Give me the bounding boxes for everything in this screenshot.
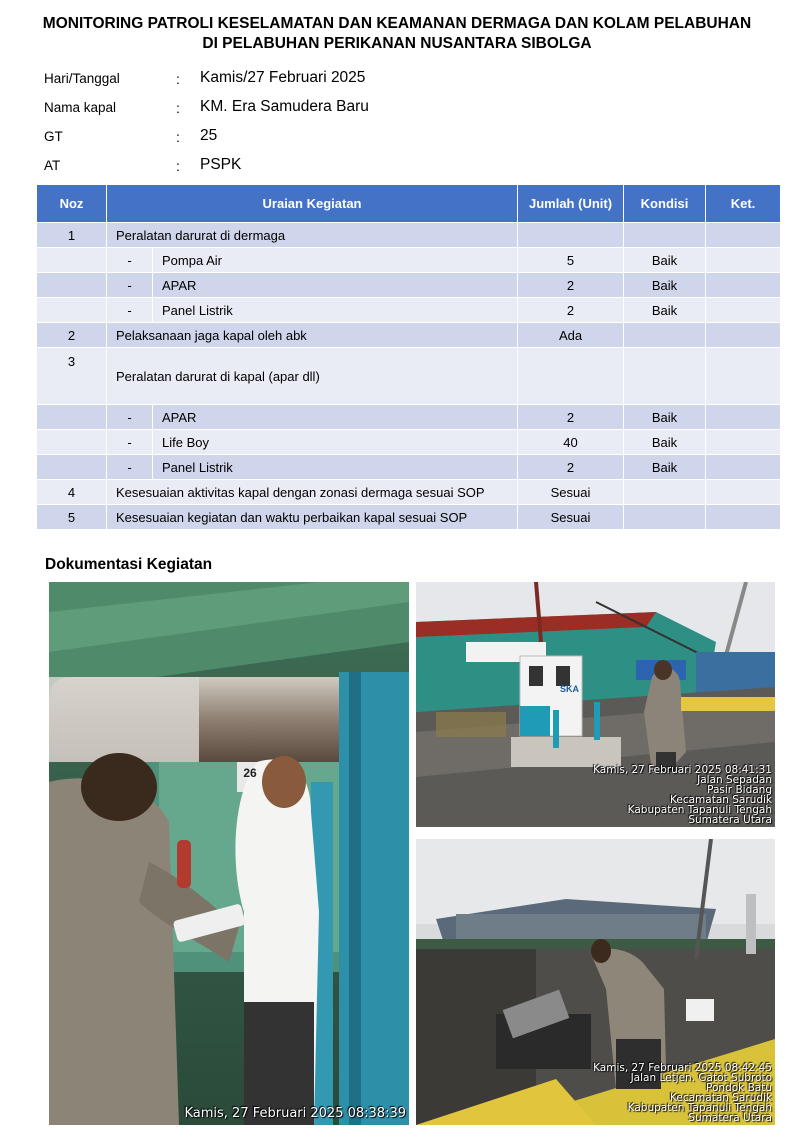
cell-no xyxy=(37,405,107,430)
info-value: PSPK xyxy=(200,156,242,173)
cell-ket xyxy=(706,348,781,405)
cell-qty: 5 xyxy=(518,248,624,273)
cell-ket xyxy=(706,323,781,348)
cell-ket xyxy=(706,455,781,480)
activity-table xyxy=(36,184,781,530)
cell-qty: 2 xyxy=(518,455,624,480)
cell-no: 5 xyxy=(37,505,107,530)
photo-timestamp xyxy=(593,1063,772,1123)
info-value: Kamis/27 Februari 2025 xyxy=(200,69,366,86)
header-no: Noz xyxy=(37,185,107,223)
cell-ket xyxy=(706,248,781,273)
table-row xyxy=(37,323,781,348)
cell-cond xyxy=(624,323,706,348)
photo-timestamp xyxy=(593,765,772,825)
info-colon: : xyxy=(176,100,180,116)
info-colon: : xyxy=(176,158,180,174)
cell-uraian: Pelaksanaan jaga kapal oleh abk xyxy=(107,323,518,348)
info-value: 25 xyxy=(200,127,218,144)
section-title: Dokumentasi Kegiatan xyxy=(45,556,213,573)
cell-ket xyxy=(706,405,781,430)
cell-qty: Ada xyxy=(518,323,624,348)
cell-uraian: Peralatan darurat di kapal (apar dll) xyxy=(107,348,518,405)
cell-uraian: Panel Listrik xyxy=(153,298,518,323)
cell-cond: Baik xyxy=(624,248,706,273)
cell-qty: 2 xyxy=(518,405,624,430)
cell-no: 3 xyxy=(37,348,107,405)
cell-no xyxy=(37,455,107,480)
cell-qty xyxy=(518,348,624,405)
stamp-line: Jalan Sepadan xyxy=(697,774,772,786)
photo-timestamp xyxy=(184,1107,406,1121)
photo-harbor-panel xyxy=(416,839,775,1125)
panel-label: SKA xyxy=(560,684,580,694)
title-line-1: MONITORING PATROLI KESELAMATAN DAN KEAMANAN DERMAGA DAN KOLAM PELABUHAN xyxy=(42,15,752,32)
cell-dash: - xyxy=(107,405,153,430)
cell-qty: 2 xyxy=(518,273,624,298)
table-row xyxy=(37,248,781,273)
stamp-line: Kamis, 27 Februari 2025 08:42:45 xyxy=(593,1062,772,1074)
table-row xyxy=(37,405,781,430)
door-number-tag: 26 xyxy=(243,766,257,780)
cell-qty: 2 xyxy=(518,298,624,323)
cell-no: 2 xyxy=(37,323,107,348)
header-jumlah: Jumlah (Unit) xyxy=(518,185,624,223)
info-value: KM. Era Samudera Baru xyxy=(200,98,369,115)
cell-cond: Baik xyxy=(624,455,706,480)
cell-dash: - xyxy=(107,273,153,298)
stamp-line: Kecamatan Sarudik xyxy=(670,1092,772,1104)
cell-cond xyxy=(624,505,706,530)
photo-ship-interior-image xyxy=(49,582,409,1125)
table-row xyxy=(37,430,781,455)
photo-dock-pump xyxy=(416,582,775,827)
info-label: GT xyxy=(44,129,63,144)
cell-cond: Baik xyxy=(624,405,706,430)
table-header-row xyxy=(37,185,781,223)
stamp-line: Pondok Batu xyxy=(706,1082,772,1094)
info-colon: : xyxy=(176,71,180,87)
stamp-line: Kecamatan Sarudik xyxy=(670,794,772,806)
stamp-line: Kabupaten Tapanuli Tengah xyxy=(627,1102,772,1114)
cell-cond: Baik xyxy=(624,298,706,323)
document-title xyxy=(0,14,794,54)
cell-uraian: Life Boy xyxy=(153,430,518,455)
cell-uraian: Pompa Air xyxy=(153,248,518,273)
cell-ket xyxy=(706,223,781,248)
table-row xyxy=(37,223,781,248)
cell-no xyxy=(37,248,107,273)
cell-qty: Sesuai xyxy=(518,505,624,530)
photo-ship-interior xyxy=(49,582,409,1125)
table-row xyxy=(37,480,781,505)
stamp-line: Jalan Letjen. Gatot Subroto xyxy=(630,1072,772,1084)
cell-qty xyxy=(518,223,624,248)
cell-ket xyxy=(706,273,781,298)
cell-cond: Baik xyxy=(624,430,706,455)
cell-uraian: APAR xyxy=(153,405,518,430)
stamp-line: Kamis, 27 Februari 2025 08:38:39 xyxy=(184,1106,406,1121)
cell-cond: Baik xyxy=(624,273,706,298)
stamp-line: Sumatera Utara xyxy=(688,1112,772,1124)
cell-no xyxy=(37,298,107,323)
info-label: Hari/Tanggal xyxy=(44,71,120,86)
cell-dash: - xyxy=(107,248,153,273)
cell-ket xyxy=(706,298,781,323)
cell-uraian: Kesesuaian aktivitas kapal dengan zonasi dermaga sesuai SOP xyxy=(107,480,518,505)
table-row xyxy=(37,273,781,298)
cell-cond xyxy=(624,223,706,248)
cell-qty: Sesuai xyxy=(518,480,624,505)
cell-dash: - xyxy=(107,455,153,480)
table-row xyxy=(37,455,781,480)
cell-qty: 40 xyxy=(518,430,624,455)
cell-uraian: APAR xyxy=(153,273,518,298)
cell-ket xyxy=(706,430,781,455)
cell-uraian: Peralatan darurat di dermaga xyxy=(107,223,518,248)
cell-cond xyxy=(624,348,706,405)
stamp-line: Sumatera Utara xyxy=(688,814,772,826)
info-colon: : xyxy=(176,129,180,145)
cell-no: 1 xyxy=(37,223,107,248)
cell-cond xyxy=(624,480,706,505)
table-row xyxy=(37,348,781,405)
cell-no: 4 xyxy=(37,480,107,505)
cell-no xyxy=(37,430,107,455)
cell-ket xyxy=(706,505,781,530)
cell-uraian: Kesesuaian kegiatan dan waktu perbaikan kapal sesuai SOP xyxy=(107,505,518,530)
cell-uraian: Panel Listrik xyxy=(153,455,518,480)
cell-ket xyxy=(706,480,781,505)
stamp-line: Pasir Bidang xyxy=(707,784,772,796)
cell-dash: - xyxy=(107,430,153,455)
title-line-2: DI PELABUHAN PERIKANAN NUSANTARA SIBOLGA xyxy=(202,35,592,52)
cell-no xyxy=(37,273,107,298)
info-label: Nama kapal xyxy=(44,100,117,115)
info-label: AT xyxy=(44,158,61,173)
table-row xyxy=(37,505,781,530)
header-uraian: Uraian Kegiatan xyxy=(107,185,518,223)
header-kondisi: Kondisi xyxy=(624,185,706,223)
cell-dash: - xyxy=(107,298,153,323)
table-row xyxy=(37,298,781,323)
header-ket: Ket. xyxy=(706,185,781,223)
stamp-line: Kabupaten Tapanuli Tengah xyxy=(627,804,772,816)
stamp-line: Kamis, 27 Februari 2025 08:41:31 xyxy=(593,764,772,776)
